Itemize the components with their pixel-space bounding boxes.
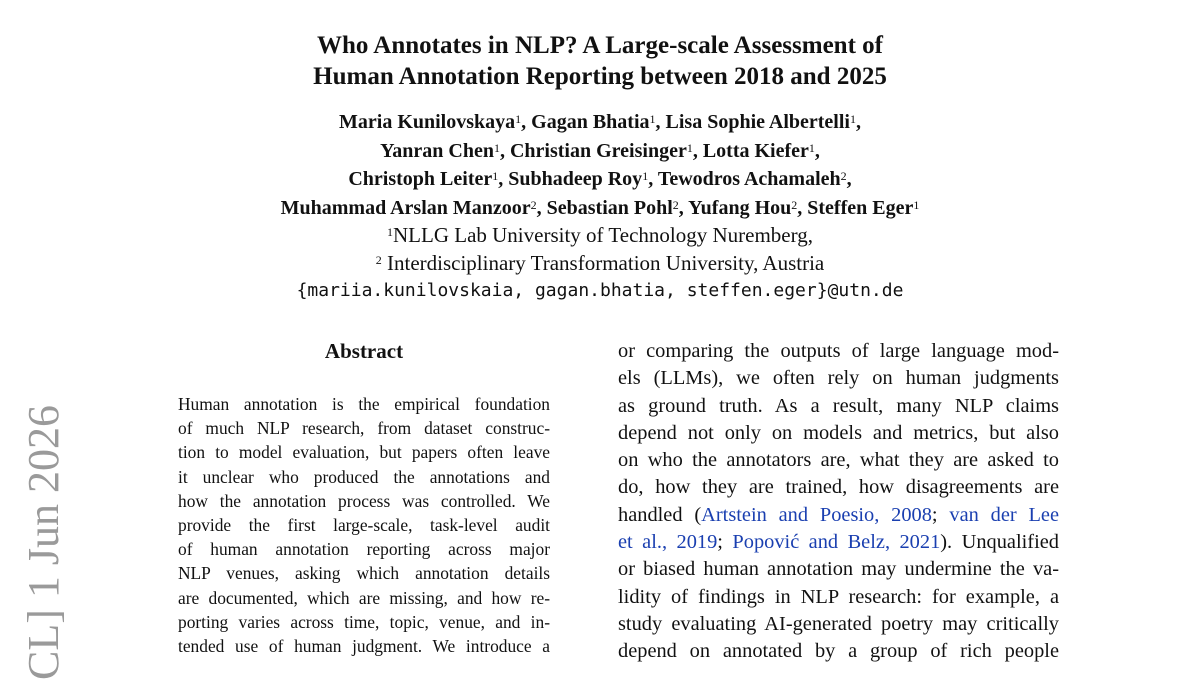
body-line-with-citations — [618, 529, 1059, 556]
affiliation-mark: 2 — [375, 253, 382, 267]
citation-year: 2021 — [899, 531, 941, 554]
intro-column — [618, 338, 1059, 666]
body-line: els (LLMs), we often rely on human judgments — [618, 367, 1059, 390]
author-name: Subhadeep Roy — [508, 168, 643, 190]
title-line-2: Human Annotation Reporting between 2018 and 2025 — [313, 63, 887, 90]
abstract-line: provide the first large-scale, task-level audit — [178, 515, 550, 536]
author-affiliation-mark: 1 — [492, 169, 499, 183]
author-affiliation-mark: 2 — [791, 197, 798, 212]
author-list — [0, 108, 1200, 222]
body-line: as ground truth. As a result, many NLP claims — [618, 394, 1059, 417]
author-affiliation-mark: 1 — [515, 112, 522, 126]
abstract-body — [178, 392, 550, 658]
author-affiliation-mark: 2 — [840, 169, 847, 183]
citation-link[interactable] — [618, 531, 717, 553]
abstract-line: it unclear who produced the annotations and — [178, 466, 550, 487]
author-name: Christoph Leiter — [348, 168, 493, 190]
author-name: Yanran Chen — [380, 139, 494, 162]
author-affiliation-mark: 1 — [686, 140, 693, 155]
author-affiliation-mark: 1 — [849, 112, 856, 126]
citation-separator: , — [661, 531, 677, 554]
abstract-line: how the annotation process was controlled. We — [178, 490, 550, 511]
author-affiliation-mark: 1 — [642, 169, 649, 183]
author-name: Lotta Kiefer — [702, 139, 809, 162]
author-affiliation-mark: 1 — [913, 197, 920, 212]
affiliation-1 — [0, 221, 1200, 249]
author-affiliation-mark: 1 — [493, 140, 500, 155]
citation-separator: , — [884, 531, 900, 554]
author-affiliation-mark: 2 — [530, 197, 537, 212]
citation-link[interactable] — [732, 531, 940, 553]
body-line: study evaluating AI-generated poetry may critically — [618, 612, 1059, 635]
author-name: Tewodros Achamaleh — [657, 168, 841, 190]
body-line: or biased human annotation may undermine the va- — [618, 558, 1059, 581]
affiliation-2 — [0, 249, 1200, 277]
citation-separator: , — [874, 503, 892, 526]
citation-authors: et al. — [618, 531, 662, 554]
abstract-line: tion to model evaluation, but papers often leave — [178, 442, 550, 463]
body-line: do, how they are trained, how disagreements are — [618, 476, 1059, 499]
title-line-1: Who Annotates in NLP? A Large-scale Assessment of — [317, 32, 883, 59]
abstract-line: Human annotation is the empirical foundation — [178, 394, 550, 414]
author-name: Gagan Bhatia — [531, 111, 650, 133]
affiliations — [0, 221, 1200, 305]
citation-link[interactable] — [701, 504, 932, 526]
author-name: Steffen Eger — [807, 196, 914, 219]
author-line-2: Yanran Chen$^1$, Christian Greisinger$^1$, Lotta Kiefer$^1$, — [380, 139, 820, 162]
abstract-heading: Abstract — [324, 339, 404, 363]
arxiv-side-stamp: CL] 1 Jun 2026 — [19, 405, 68, 680]
author-name: Muhammad Arslan Manzoor — [280, 196, 531, 219]
body-line: depend not only on models and metrics, but also — [618, 421, 1059, 444]
abstract-line: porting varies across time, topic, venue, and in- — [178, 611, 550, 632]
body-text: ). Unqualified — [940, 531, 1059, 554]
body-line: lidity of findings in NLP research: for example, a — [618, 585, 1059, 608]
body-text: handled ( — [618, 503, 702, 526]
affiliation-1-text: NLLG Lab University of Technology Nuremberg, — [393, 223, 813, 247]
affiliation-2-text: Interdisciplinary Transformation University, Austria — [381, 251, 825, 275]
citation-year: 2019 — [676, 531, 718, 554]
abstract-line: of much NLP research, from dataset construc- — [178, 418, 550, 439]
author-name: Yufang Hou — [688, 196, 792, 219]
citation-authors: Popović and Belz — [732, 531, 885, 554]
citation-authors: Artstein and Poesio — [701, 503, 875, 526]
author-affiliation-mark: 2 — [672, 197, 679, 212]
author-line-4: Muhammad Arslan Manzoor$^2$, Sebastian Pohl$^2$, Yufang Hou$^2$, Steffen Eger$^1$ — [280, 196, 920, 219]
page-title — [0, 30, 1200, 92]
abstract-line: NLP venues, asking which annotation details — [178, 563, 550, 584]
body-text: ; — [717, 531, 733, 554]
citation-year: 2008 — [891, 503, 932, 526]
author-name: Sebastian Pohl — [546, 196, 673, 219]
body-line-with-citations — [618, 502, 1059, 529]
author-name: Lisa Sophie Albertelli — [665, 111, 850, 133]
contact-email: {mariia.kunilovskaia, gagan.bhatia, steffen.eger}@utn.de — [296, 280, 904, 301]
body-line: on who the annotators are, what they are asked to — [618, 449, 1059, 472]
abstract-line: are documented, which are missing, and how re- — [178, 587, 550, 608]
author-name: Christian Greisinger — [509, 139, 687, 162]
abstract-line: tended use of human judgment. We introduce a — [178, 636, 550, 657]
author-affiliation-mark: 1 — [808, 140, 815, 155]
body-line: depend on annotated by a group of rich people — [618, 640, 1059, 663]
author-line-1: Maria Kunilovskaya$^1$, Gagan Bhatia$^1$, Lisa Sophie Albertelli$^1$, — [339, 111, 861, 133]
author-affiliation-mark: 1 — [649, 112, 656, 126]
author-name: Maria Kunilovskaya — [339, 111, 516, 133]
author-line-3: Christoph Leiter$^1$, Subhadeep Roy$^1$, Tewodros Achamaleh$^2$, — [348, 168, 852, 190]
body-text: ; — [931, 503, 950, 526]
abstract-line: of human annotation reporting across major — [178, 539, 550, 560]
body-line: or comparing the outputs of large language mod- — [618, 340, 1059, 362]
affiliation-mark: 1 — [387, 225, 393, 239]
citation-link[interactable]: van der Lee — [949, 503, 1060, 526]
